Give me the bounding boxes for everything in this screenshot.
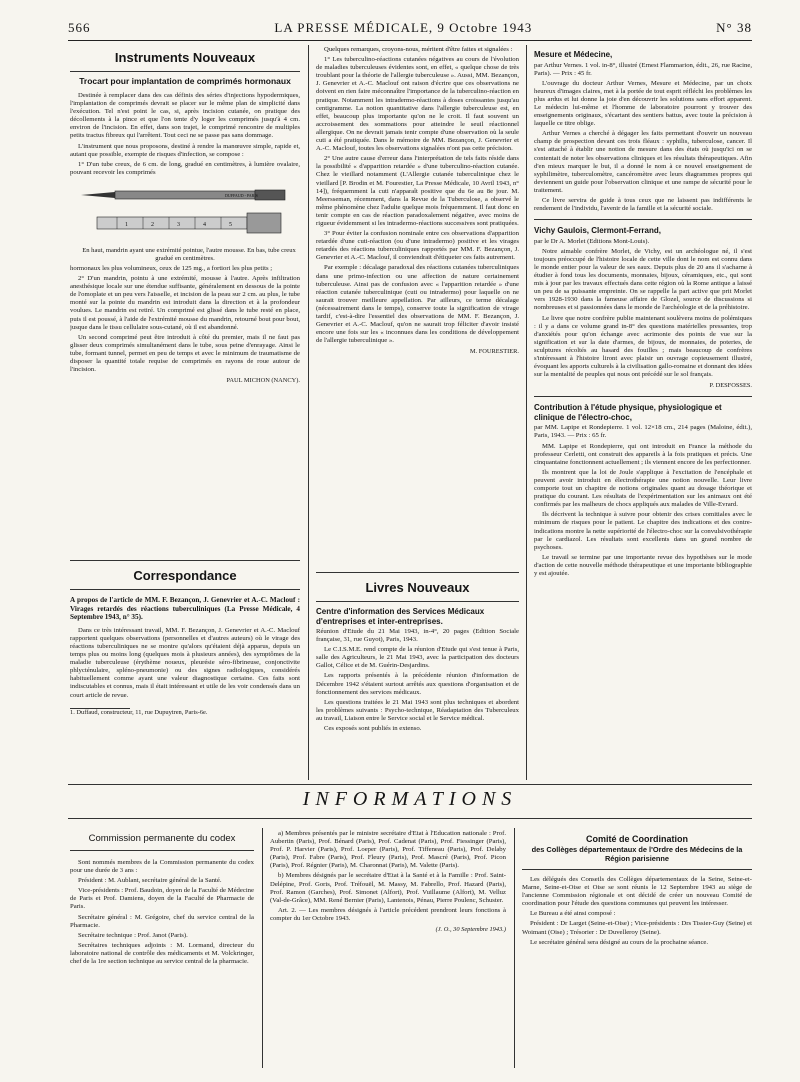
reviews-column: [534, 46, 752, 776]
column-divider: [514, 828, 515, 1068]
book-meta: par le Dr A. Morlet (Editions Mont-Louis).: [534, 237, 650, 245]
article-title: Commission permanente du codex: [88, 833, 236, 844]
letter-column: [316, 46, 519, 566]
issue-number: N° 38: [716, 20, 752, 35]
paragraph: Par exemple : décalage paradoxal des réactions cutanées tuberculiniques dans une primo-infection ou une affection de nature certainement tuberculeuse. Ainsi pas de confusion avec « l'apparition retardée » d'une réaction cutanée tuberculinique (cuti ou intradermo) pour laquelle on ne saurait trouver meilleure appellation. Par ailleurs, ce terme décalage (nécessairement dans le temps), conserve toute la signification de virage tardif, c'est-à-dire l'essentiel des observations de MM. F. Bezançon, J. Genevrier et A.-C. Maclouf, qu'on ne saurait trop féliciter d'avoir insisté encore une fois sur les « inconnues dans les conditions de développement de l'allergie tuberculinique ».: [316, 264, 519, 345]
author-signature: PAUL MICHON (NANCY).: [226, 377, 300, 385]
paragraph: 3° Pour éviter la confusion nominale entre ces observations d'apparition retardée d'une cuti-réaction (ou d'une intradermo) positive et les virages retardés des réactions tuberculiniques rapportés par MM. F. Bezançon, J. Genevrier et A.-C. Maclouf, il conviendrait d'étiqueter ces faits autrement.: [316, 230, 519, 262]
source-citation: (J. O., 30 Septembre 1943.): [435, 926, 506, 934]
paragraph: Le Bureau a été ainsi composé :: [530, 910, 616, 918]
page-number: 566: [68, 20, 91, 35]
footnote: 1. Duffaud, constructeur, 11, rue Dupuytren, Paris-6e.: [70, 708, 208, 716]
paragraph: Ce livre servira de guide à tous ceux que ne laissent pas indifférents le rendement de l'individu, l'avenir de la famille et la sécurité sociale.: [534, 197, 752, 213]
codex-column: [70, 830, 254, 1070]
paragraph: Dans ce très intéressant travail, MM. F. Bezançon, J. Genevrier et A.-C. Maclouf rapportent quelques observations (personnelles et d'autres auteurs) où le virage des réactions tuberculiniques ne se montre qu'alors qu'étaient déjà apparus, depuis un temps plus ou moins long (quelques mois à plusieurs années), des symptômes de la maladie tuberculeuse (érythème noueux, pleurésie séro-fibrineuse, conjonctivite phlycténulaire, spléno-pneumonie) ou des signes radiologiques, considérés habituellement comme ayant une valeur diagnostique certaine. Ces faits sont indiscutables et connus, mais il était intéressant et utile de les voir condensés dans un court article de revue.: [70, 626, 300, 699]
column-divider: [308, 45, 309, 780]
paragraph: Secrétaire général : M. Grégoire, chef du service central de la Pharmacie.: [70, 913, 254, 929]
paragraph: a) Membres présentés par le ministre secrétaire d'Etat à l'Education nationale : Prof. Aubertin (Paris), Prof. Bénard (Paris), Prof. Cadenat (Paris), Prof. Fiessinger (Paris), Prof. P. Harvier (Paris), Prof. Loeper (Paris), Prof. Tiffeneau (Paris), Prof. Delaby (Paris), Prof. Fabre (Paris), Prof. Fleury (Paris), Prof. Mascré (Paris), Prof. Picon (Paris), Prof. Régnier (Paris), M. Charonnat (Paris), M. Valette (Paris).: [270, 830, 506, 870]
column-divider: [526, 45, 527, 780]
paragraph: 2° Une autre cause d'erreur dans l'interprétation de tels faits réside dans la possibilité « d'apparition retardée » d'une tuberculino-réaction cutanée. Chez le vieillard notamment (L'Allergie cutanée tuberculinique chez le vieillard [P. Brodin et M. Fourestier, La Presse Médicale, 10 Avril 1943, n° 14]), fréquemment la cuti n'apparaît positive que du 6e au 8e jour. M. Meersseman, récemment, dans la Revue de la Tuberculose, a observé le même phénomène chez l'adulte quelque mois fréquemment. Il faut donc en tenir compte en cas de réaction paradoxalement négative, avec moins de rigueur évidemment si les intradermo-réactions successives sont pratiquées.: [316, 155, 519, 227]
divider: [70, 71, 300, 72]
paragraph: 1° D'un tube creux, de 6 cm. de long, gradué en centimètres, à lumière ovalaire, pouvant recevoir les comprimés: [70, 160, 300, 176]
book-meta: par Arthur Vernes. 1 vol. in-8°, illustré (Ernest Flammarion, édit., 26, rue Racine, Paris). — Prix : 45 fr.: [534, 61, 752, 77]
section-divider: [316, 572, 519, 573]
divider: [534, 396, 752, 397]
book-title: Contribution à l'étude physique, physiologique et clinique de l'électro-choc,: [534, 403, 722, 422]
paragraph: L'instrument que nous proposons, destiné à rendre la manœuvre simple, rapide et, autant que possible, exempte de risques d'infection, se compose :: [70, 142, 300, 158]
footnote-rule: [70, 708, 130, 709]
graduation-label: 1: [125, 221, 128, 228]
paragraph: Arthur Vernes a cherché à dégager les faits permettant d'ouvrir un nouveau champ de prospection devant ces trois fléaux : syphilis, tuberculose, cancer. Il s'est attaché à établir une notion de mesure dans des états où jusqu'ici on se contentait de noter les observations cliniques et les résultats thérapeutiques. Afin d'en mieux marquer le but, il a donné le nom à ce nouvel enseignement de syphilimètre, tuberculomètre, cancéromètre avec leurs diagrammes propres qui deviennent un guide pour l'observation clinique et une rampe de sécurité pour le traitement.: [534, 130, 752, 194]
journal-title: LA PRESSE MÉDICALE, 9 Octobre 1943: [274, 20, 533, 35]
paragraph: Président : Dr Larget (Seine-et-Oise) ; Vice-présidents : Drs Tissier-Guy (Seine) et Woimant (Oise) ; Trésorier : Dr Duvelleroy (Seine).: [522, 920, 752, 936]
paragraph: Les rapports présentés à la précédente réunion d'information de Décembre 1942 s'étaient surtout arrêtés aux questions d'organisation et de fonctionnement des services médicaux.: [316, 672, 519, 696]
paragraph: Les délégués des Conseils des Collèges départementaux de la Seine, Seine-et-Marne, Seine-et-Oise et Oise se sont réunis le 12 Septembre 1943 au siège de l'ancienne Commission régionale et ont décidé de créer un nouveau Comité de coordination pour l'étude des questions communes qui peuvent les intéresser.: [522, 876, 752, 908]
instruments-column: [70, 46, 300, 556]
paragraph: Un second comprimé peut être introduit à côté du premier, mais il ne faut pas glisser deux comprimés simultanément dans le tube, sous peine d'enrayage. Ainsi le tube, formant tunnel, permet en peu de temps et avec le minimum de traumatisme de disposer la quantité totale requise de comprimés en rayons de roue autour de l'incision.: [70, 333, 300, 374]
paragraph: Quelques remarques, croyons-nous, méritent d'être faites et signalées :: [324, 46, 513, 53]
paragraph: Notre aimable confrère Morlet, de Vichy, est un archéologue né, il s'est toujours préoccupé de l'histoire locale de cette ville dont le nom est connu dans le monde entier pour la valeur de ses eaux. Depuis plus de 20 ans il s'acharne à étudier à fond tous les documents, monnaies, bijoux, céramiques, etc., qui sont mis à jour par les travaux effectués dans cette région où la Rome antique a laissé un peu de sa puissante empreinte. On se rappelle la part active que prit Morlet vers 1928-1930 dans la fameuse affaire de Glozel, source de discussions si nombreuses et si passionnées dans le monde de l'archéologie et de la préhistoire.: [534, 247, 752, 312]
section-divider: [70, 560, 300, 561]
divider: [70, 589, 300, 590]
book-title: Mesure et Médecine,: [534, 50, 613, 59]
column-divider: [262, 828, 263, 1068]
paragraph: Le C.I.S.M.E. rend compte de la réunion d'Etude qui s'est tenue à Paris, salle des Agriculteurs, le 21 Mai 1943, avec la participation des docteurs Gallot, Célice et de M. Guérin-Desjardins.: [316, 646, 519, 670]
divider: [316, 601, 519, 602]
paragraph: 1° Les tuberculino-réactions cutanées négatives au cours de l'évolution de maladies tuberculeuses évidentes sont, en effet, « quelque chose de très troublant pour la théorie de l'allergie tuberculeuse ». Aussi, MM. Bezançon, J. Genevrier et A.-C. Maclouf ont raison d'écrire que ces observations ne doivent en rien faire méconnaître l'importance de la tuberculino-réaction en pratique. Notamment les intradermo-réactions à doses croissantes jusqu'au centigramme. La notion quantitative dans l'allergie tuberculeuse est, en effet, beaucoup plus importante qu'on ne le croit. Il faut souvent un accroissement des sommations pour atteindre le seuil réactionnel allergique. On ne devrait jamais tenir compte d'une observation où la seule cuti a été pratiquée. Dans le mémoire de MM. Bezançon, J. Genevrier et A.-C. Maclouf, toutes les observations signalées n'ont pas cette précision.: [316, 56, 519, 153]
paragraph: hormonaux les plus volumineux, ceux de 125 mg., a fortiori les plus petits ;: [70, 264, 273, 272]
graduation-label: 4: [203, 221, 206, 228]
figure-caption: En haut, mandrin ayant une extrémité pointue, l'autre mousse. En bas, tube creux gradué en centimètres.: [82, 246, 296, 262]
correspondance-column: [70, 564, 300, 776]
graduation-label: 5: [229, 221, 232, 228]
graduation-label: 3: [177, 221, 180, 228]
masthead: [68, 20, 752, 41]
paragraph: Art. 2. — Les membres désignés à l'article précédent prendront leurs fonctions à compter du 1er Octobre 1943.: [270, 906, 506, 922]
paragraph: Destinée à remplacer dans des cas définis des séries d'injections hypodermiques, l'implantation de comprimés devrait se placer sur le même plan de simplicité dans l'exécution. Tel n'est point le cas, si, après incision cutanée, on pratique des décollements à la pince et que l'on tente d'y loger les comprimés jusqu'à 4 cm. environ de l'incision. En effet, dans son trajet, le comprimé rencontre de multiples petits tractus fibreux qui l'arrêtent. Tout ceci ne se passe pas sans dommage.: [70, 92, 300, 140]
trocart-illustration: [75, 183, 295, 245]
paragraph: Secrétaire technique : Prof. Janot (Paris).: [78, 931, 188, 939]
book-meta: Réunion d'Etude du 21 Mai 1943, in-4°, 20 pages (Edition Sociale française, 31, rue Guyot), Paris, 1943.: [316, 628, 519, 644]
author-signature: M. FOURESTIER.: [469, 348, 519, 356]
maker-stamp: DUFFAUD - PARIS: [225, 192, 258, 198]
comite-column: [522, 830, 752, 1070]
book-title: Vichy Gaulois, Clermont-Ferrand,: [534, 226, 661, 236]
mandrin-drawing: [81, 190, 285, 200]
paragraph: Le secrétaire général sera désigné au cours de la prochaine séance.: [530, 938, 709, 946]
correspondence-heading: A propos de l'article de MM. F. Bezançon, J. Genevrier et A.-C. Maclouf : Virages retardés des réactions tuberculiniques (La Presse Médicale, 4 Septembre 1943, n° 35).: [70, 596, 300, 622]
paragraph: Le livre que notre confrère publie maintenant soulèvera moins de polémiques : il y a dans ce volume grand in-8° des questions matérielles pressantes, trop d'anxiétés pour qu'on échange avec acrimonie des points de vue sur la signification et sur la date d'armes, de bijoux, de monnaies, de poteries, de sculptures récoltés au hasard des fouilles ; mais beaucoup de confrères s'intéressant à l'histoire liront avec plaisir un ouvrage copieusement illustré, évoquant les apports culturels à la civilisation gallo-romaine et donnant des idées sur la mentalité de peuples qui nous ont précédé sur le sol français.: [534, 314, 752, 379]
paragraph: L'ouvrage du docteur Arthur Vernes, Mesure et Médecine, par un choix heureux d'images claires, met à la portée de tout esprit réfléchi les problèmes les plus ardus et lui donne la joie d'en découvrir les solutions sans effort apparent. Le médecin lui-même et l'homme de laboratoire pourront y trouver des enseignements originaux, s'écartant des sentiers battus, avec toute la précision à laquelle ce titre oblige.: [534, 79, 752, 128]
divider: [70, 850, 254, 851]
tube-drawing: [97, 213, 281, 233]
section-title: Instruments Nouveaux: [114, 50, 256, 65]
paragraph: Secrétaires techniques adjoints : M. Lormand, directeur du laboratoire national de contrôle des médicaments et M. Volckringer, chef de la 1re section technique au service central de la pharmacie.: [70, 941, 254, 966]
author-signature: P. DESFOSSES.: [709, 382, 752, 390]
graduation-label: 2: [151, 221, 154, 228]
paragraph: MM. Lapipe et Rondepierre, qui ont introduit en France la méthode du professeur Cerletti, ont construit des appareils à la fois pratiques et précis. Une cinquantaine fonctionnent actuellement ; ils viennent encore de les perfectionner.: [534, 442, 752, 466]
paragraph: Ces exposés sont publiés in extenso.: [324, 725, 422, 733]
paragraph: Ils décrivent la technique à suivre pour obtenir des crises comitiales avec le minimum de risques pour le patient. Le chapitre des indications et des contre-indications montre la nette supériorité de l'électro-choc sur la convulsivothérapie par le cardiazol. Les résultats sont excellents dans un grand nombre de psychoses.: [534, 511, 752, 551]
section-title: Livres Nouveaux: [365, 580, 470, 595]
paragraph: b) Membres désignés par le secrétaire d'Etat à la Santé et à la Famille : Prof. Saint-Delépine, Prof. Goris, Prof. Tréfouël, M. Massy, M. Fabrello, Prof. Hazard (Paris), Prof. Ramon (Garches), Prof. Simonet (Alfort), Prof. Vuillaume (Alfort), M. Velluz (Val-de-Grâce), MM. René Bernier (Paris), Lantenois, Pénau, Pierre Poulenc, Schuster.: [270, 872, 506, 904]
divider: [522, 869, 752, 870]
banner-rule-bottom: [68, 818, 752, 819]
paragraph: Sont nommés membres de la Commission permanente du codex pour une durée de 3 ans :: [70, 859, 254, 875]
article-subtitle: Trocart pour implantation de comprimés hormonaux: [79, 76, 291, 86]
paragraph: Ils montrent que la loi de Joule s'applique à l'excitation de l'encéphale et peuvent avoir introduit en électrothérapie une notion nouvelle. Leur livre comporte tout un chapitre de notions originales quant au dosage théorique et pratique du courant. Les résultats de l'expérimentation sur les animaux ont été confirmés par les malheurs de chocs appliqués aux malades de Ville-Evrard.: [534, 468, 752, 509]
paragraph: Les questions traitées le 21 Mai 1943 sont plus techniques et abordent les problèmes suivants : Psycho-technique, Réadaptation des Tuberculeux au travail, Liaison entre le Service social et le Service médical.: [316, 698, 519, 722]
book-meta: par MM. Lapipe et Rondepierre. 1 vol. 12×18 cm., 214 pages (Maloine, édit.), Paris, 1943. — Prix : 65 fr.: [534, 424, 752, 440]
article-title: Comité de Coordination: [586, 834, 688, 844]
paragraph: Vice-présidents : Prof. Baudoin, doyen de la Faculté de Médecine de Paris et Prof. Damiens, doyen de la Faculté de Pharmacie de Paris.: [70, 887, 254, 911]
divider: [534, 219, 752, 220]
books-column: [316, 576, 519, 776]
article-subtitle: des Collèges départementaux de l'Ordre des Médecins de la Région parisienne: [531, 845, 743, 863]
paragraph: Président : M. Aublant, secrétaire général de la Santé.: [78, 877, 222, 885]
book-title: Centre d'information des Services Médicaux d'entreprises et inter-entreprises.: [316, 607, 485, 626]
banner-rule-top: [68, 784, 752, 785]
section-title: Correspondance: [133, 568, 237, 583]
paragraph: Le travail se termine par une importante revue des hypothèses sur le mode d'action de cette nouvelle méthode thérapeutique et une importante bibliographie y est ajoutée.: [534, 553, 752, 577]
informations-title: INFORMATIONS: [302, 788, 518, 810]
paragraph: 2° D'un mandrin, pointu à une extrémité, mousse à l'autre. Après infiltration anesthésique locale sur une étendue suffisante, généralement en dessous de la pointe de l'omoplate et un peu vers l'aisselle, et incision de la peau sur 2 cm. au plus, le tube monté sur la pointe du mandrin est introduit dans la direction et à la profondeur voulues. Le mandrin est retiré. Un comprimé est glissé dans le tube resté en place, puis il est poussé, à l'aide de l'extrémité mousse du mandrin, retourné bout pour bout, jusque dans le tissu cellulaire sous-cutané, où il est abandonné.: [70, 275, 300, 331]
codex-members-column: [270, 830, 506, 1070]
informations-banner: [68, 782, 752, 824]
